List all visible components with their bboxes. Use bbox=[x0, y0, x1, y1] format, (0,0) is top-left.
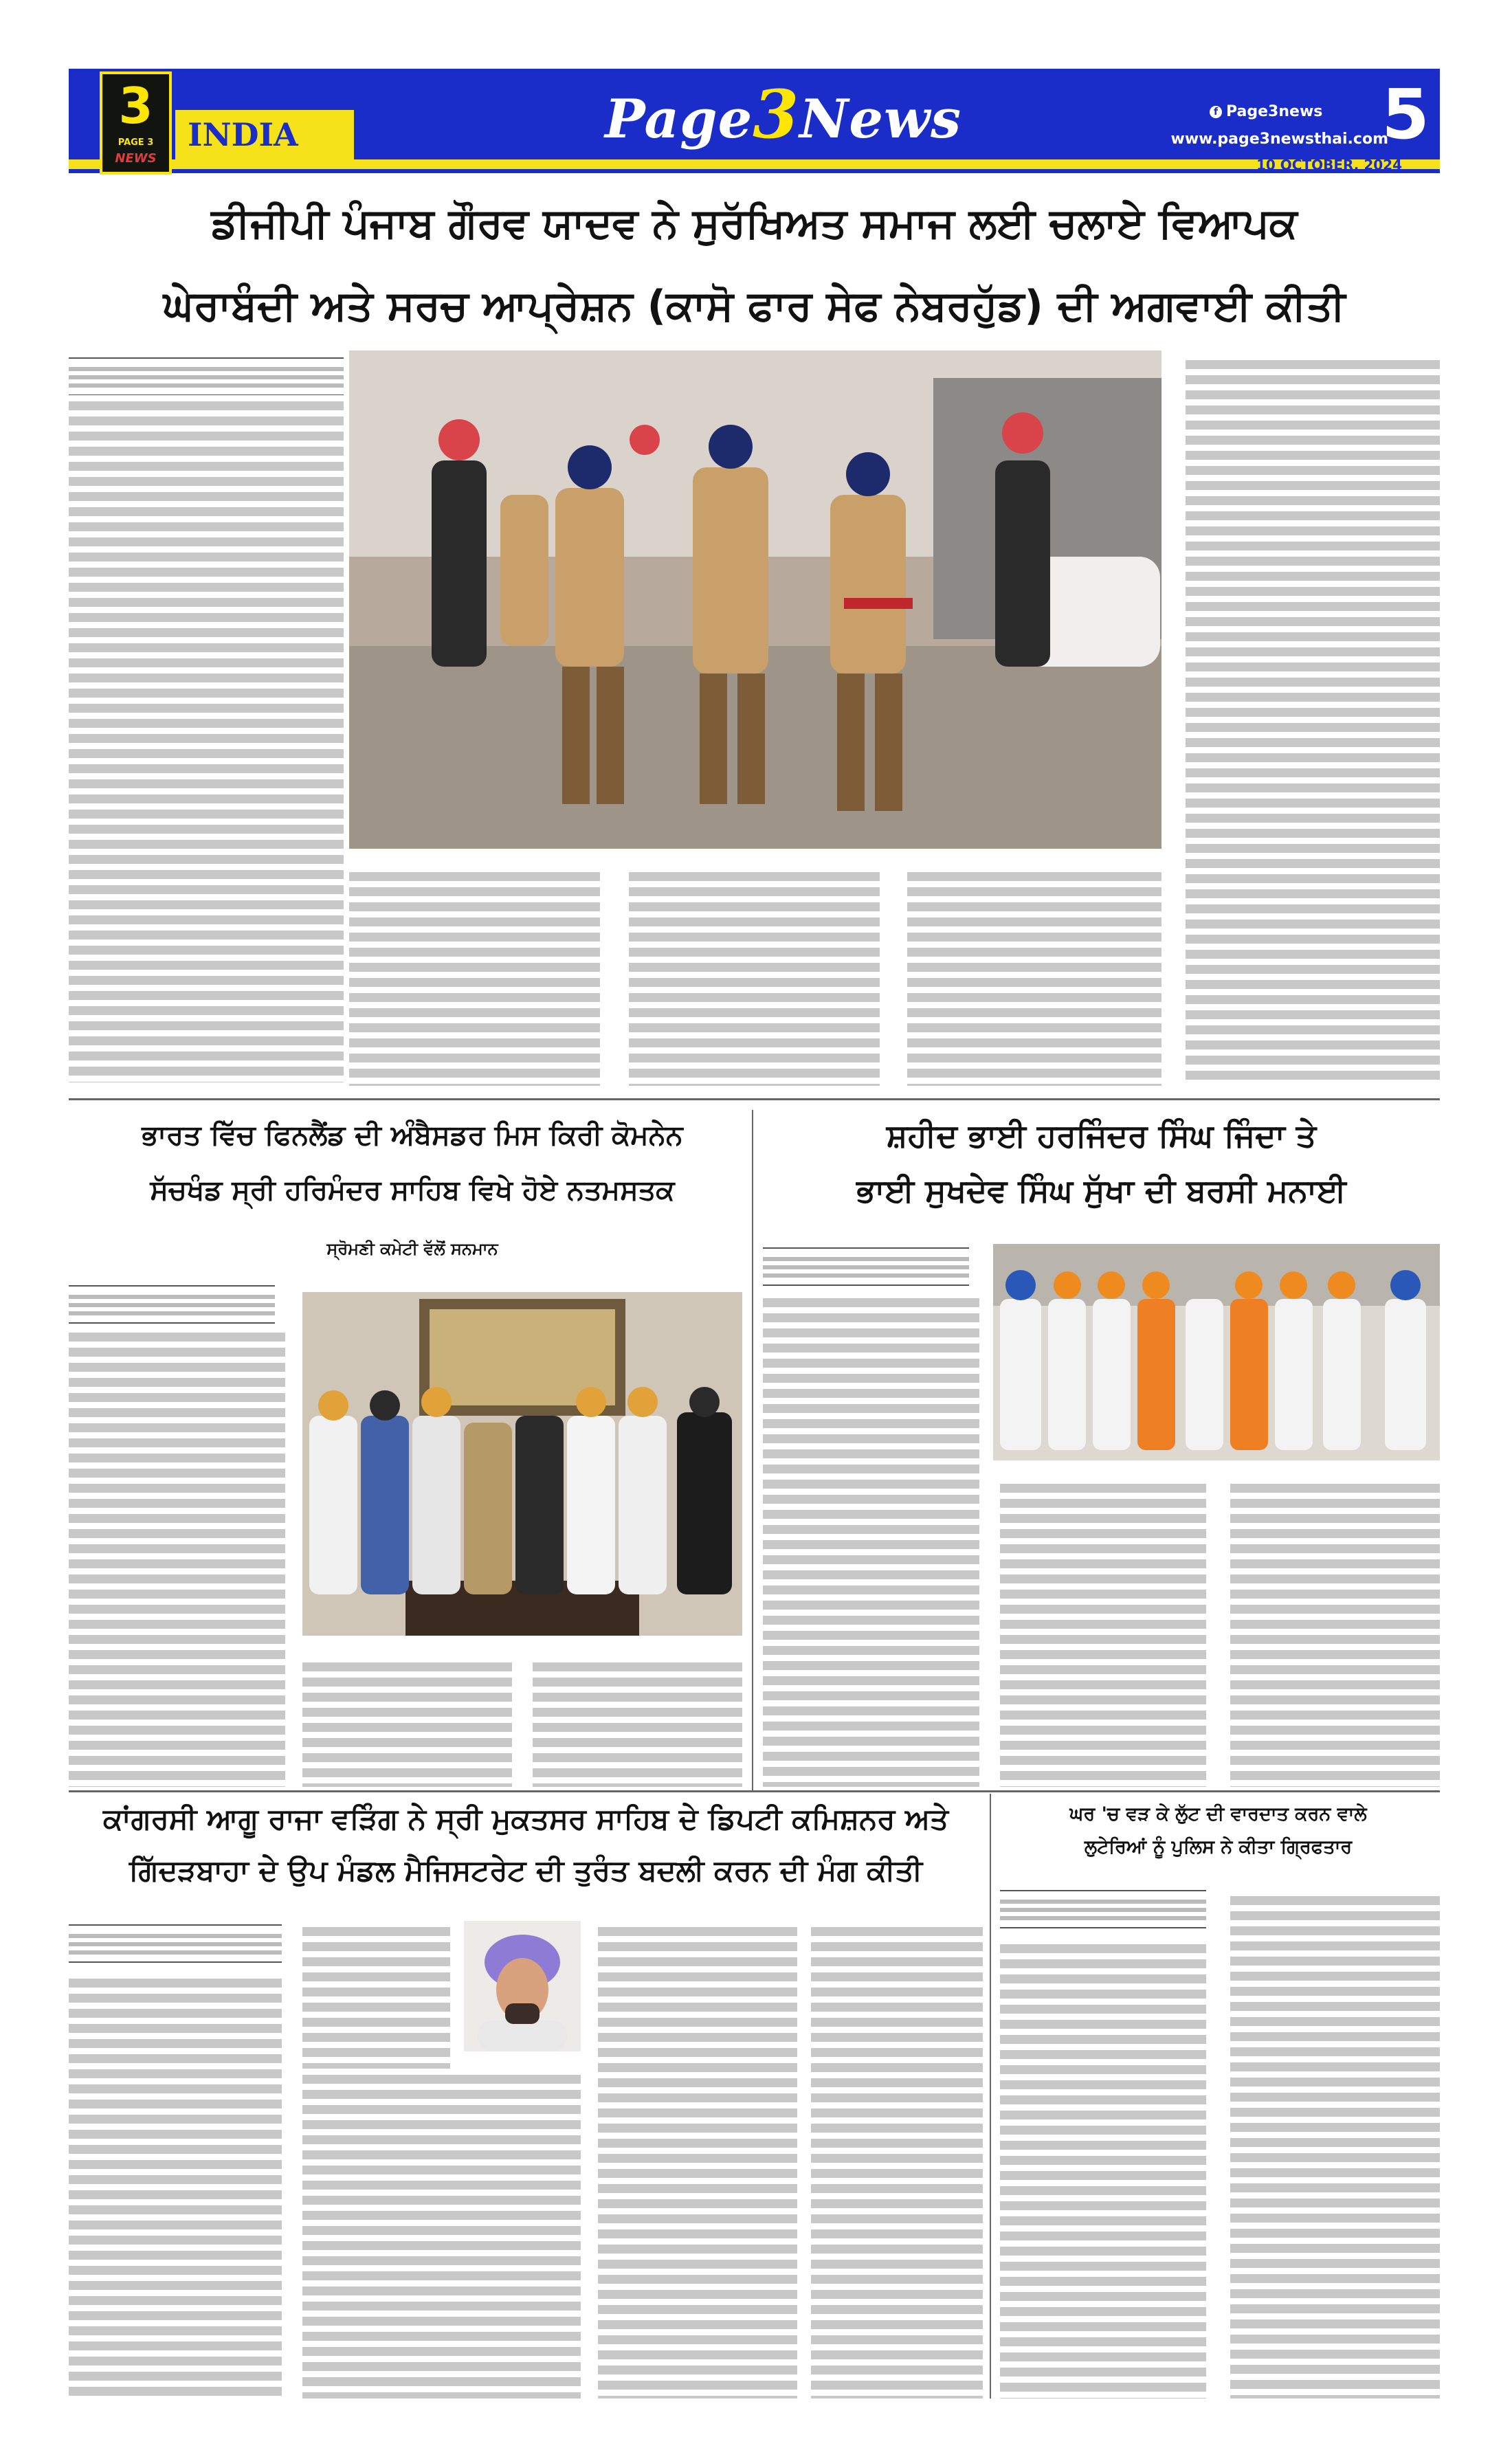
police-officers-photo bbox=[349, 350, 1161, 849]
newspaper-brand bbox=[605, 76, 962, 153]
barsi-headline-line2: ਭਾਈ ਸੁਖਦੇਵ ਸਿੰਘ ਸੁੱਖਾ ਦੀ ਬਰਸੀ ਮਨਾਈ bbox=[856, 1172, 1346, 1209]
ambassador-headline-line1: ਭਾਰਤ ਵਿੱਚ ਫਿਨਲੈਂਡ ਦੀ ਅੰਬੈਸਡਰ ਮਿਸ ਕਿਰੀ ਕੋਮਨੇਨ bbox=[142, 1120, 683, 1151]
portrait-photo bbox=[464, 1921, 581, 2051]
ambassador-photo-illustration bbox=[302, 1292, 742, 1636]
facebook-icon: f bbox=[1210, 106, 1222, 118]
ambassador-byline bbox=[69, 1285, 275, 1324]
loot-byline bbox=[1000, 1890, 1206, 1928]
top-headline-line2: ਘੇਰਾਬੰਦੀ ਅਤੇ ਸਰਚ ਆਪ੍ਰੇਸ਼ਨ (ਕਾਸੋ ਫਾਰ ਸੇਫ ਨੇਬਰਹੁੱਡ) ਦੀ ਅਗਵਾਈ ਕੀਤੀ bbox=[163, 282, 1346, 330]
warring-byline bbox=[69, 1924, 282, 1963]
logo-number: 3 bbox=[118, 77, 153, 135]
gathering-photo-illustration bbox=[993, 1244, 1440, 1460]
top-byline bbox=[69, 357, 344, 396]
warring-column-1 bbox=[69, 1972, 282, 2399]
warring-column-3 bbox=[302, 2069, 581, 2399]
loot-headline-line1: ਘਰ 'ਚ ਵੜ ਕੇ ਲੁੱਟ ਦੀ ਵਾਰਦਾਤ ਕਰਨ ਵਾਲੇ bbox=[1069, 1803, 1367, 1825]
warring-column-4 bbox=[598, 1921, 797, 2399]
loot-column-2 bbox=[1230, 1890, 1440, 2399]
column-divider bbox=[752, 1110, 753, 1790]
website-url: www.page3newsthai.com bbox=[1170, 131, 1388, 148]
brand-prefix: Page bbox=[605, 88, 753, 151]
logo-small-text: PAGE 3 bbox=[118, 137, 154, 148]
loot-column-1 bbox=[1000, 1938, 1206, 2399]
social-text: Page3news bbox=[1226, 103, 1323, 120]
loot-headline-line2: ਲੁਟੇਰਿਆਂ ਨੂੰ ਪੁਲਿਸ ਨੇ ਕੀਤਾ ਗ੍ਰਿਫਤਾਰ bbox=[1084, 1836, 1353, 1858]
ambassador-visit-photo bbox=[302, 1292, 742, 1636]
ambassador-subhead: ਸ੍ਰੋਮਣੀ ਕਮੇਟੀ ਵੱਲੋਂ ਸਨਮਾਨ bbox=[326, 1239, 498, 1258]
portrait-illustration bbox=[464, 1921, 581, 2051]
ambassador-column-2 bbox=[302, 1656, 512, 1787]
top-story-column-2 bbox=[349, 866, 600, 1086]
barsi-column-1 bbox=[763, 1292, 979, 1787]
section-divider bbox=[69, 1098, 1440, 1100]
top-headline-line1: ਡੀਜੀਪੀ ਪੰਜਾਬ ਗੌਰਵ ਯਾਦਵ ਨੇ ਸੁਰੱਖਿਅਤ ਸਮਾਜ ਲਈ ਚਲਾਏ ਵਿਆਪਕ bbox=[211, 199, 1298, 247]
top-story-column-4 bbox=[907, 866, 1161, 1086]
issue-date: 10 OCTOBER, 2024 bbox=[1256, 157, 1402, 173]
barsi-byline bbox=[763, 1247, 969, 1286]
barsi-column-3 bbox=[1230, 1478, 1440, 1787]
ambassador-column-3 bbox=[533, 1656, 742, 1787]
top-story-column-5 bbox=[1186, 354, 1440, 1086]
social-handle bbox=[1210, 103, 1375, 120]
section-divider-2 bbox=[69, 1790, 1440, 1792]
brand-number: 3 bbox=[753, 76, 800, 153]
sikh-gathering-photo bbox=[993, 1244, 1440, 1460]
column-divider-2 bbox=[990, 1794, 991, 2399]
warring-column-5 bbox=[811, 1921, 983, 2399]
page3-logo bbox=[100, 71, 172, 175]
warring-headline-line1: ਕਾਂਗਰਸੀ ਆਗੂ ਰਾਜਾ ਵੜਿੰਗ ਨੇ ਸ੍ਰੀ ਮੁਕਤਸਰ ਸਾਹਿਬ ਦੇ ਡਿਪਟੀ ਕਮਿਸ਼ਨਰ ਅਤੇ bbox=[102, 1802, 949, 1836]
brand-suffix: News bbox=[799, 88, 962, 151]
police-photo-illustration bbox=[349, 350, 1161, 849]
ambassador-headline-line2: ਸੱਚਖੰਡ ਸ੍ਰੀ ਹਰਿਮੰਦਰ ਸਾਹਿਬ ਵਿਖੇ ਹੋਏ ਨਤਮਸਤਕ bbox=[150, 1175, 675, 1206]
top-story-column-3 bbox=[629, 866, 880, 1086]
section-label: INDIA bbox=[175, 110, 354, 159]
barsi-headline-line1: ਸ਼ਹੀਦ ਭਾਈ ਹਰਜਿੰਦਰ ਸਿੰਘ ਜਿੰਦਾ ਤੇ bbox=[886, 1117, 1317, 1154]
warring-headline-line2: ਗਿੱਦੜਬਾਹਾ ਦੇ ਉਪ ਮੰਡਲ ਮੈਜਿਸਟਰੇਟ ਦੀ ਤੁਰੰਤ ਬਦਲੀ ਕਰਨ ਦੀ ਮੰਗ ਕੀਤੀ bbox=[129, 1854, 923, 1887]
top-story-column-1 bbox=[69, 395, 344, 1082]
barsi-column-2 bbox=[1000, 1478, 1206, 1787]
ambassador-column-1 bbox=[69, 1326, 285, 1787]
page-number: 5 bbox=[1381, 74, 1430, 155]
logo-news-text: NEWS bbox=[115, 151, 157, 166]
